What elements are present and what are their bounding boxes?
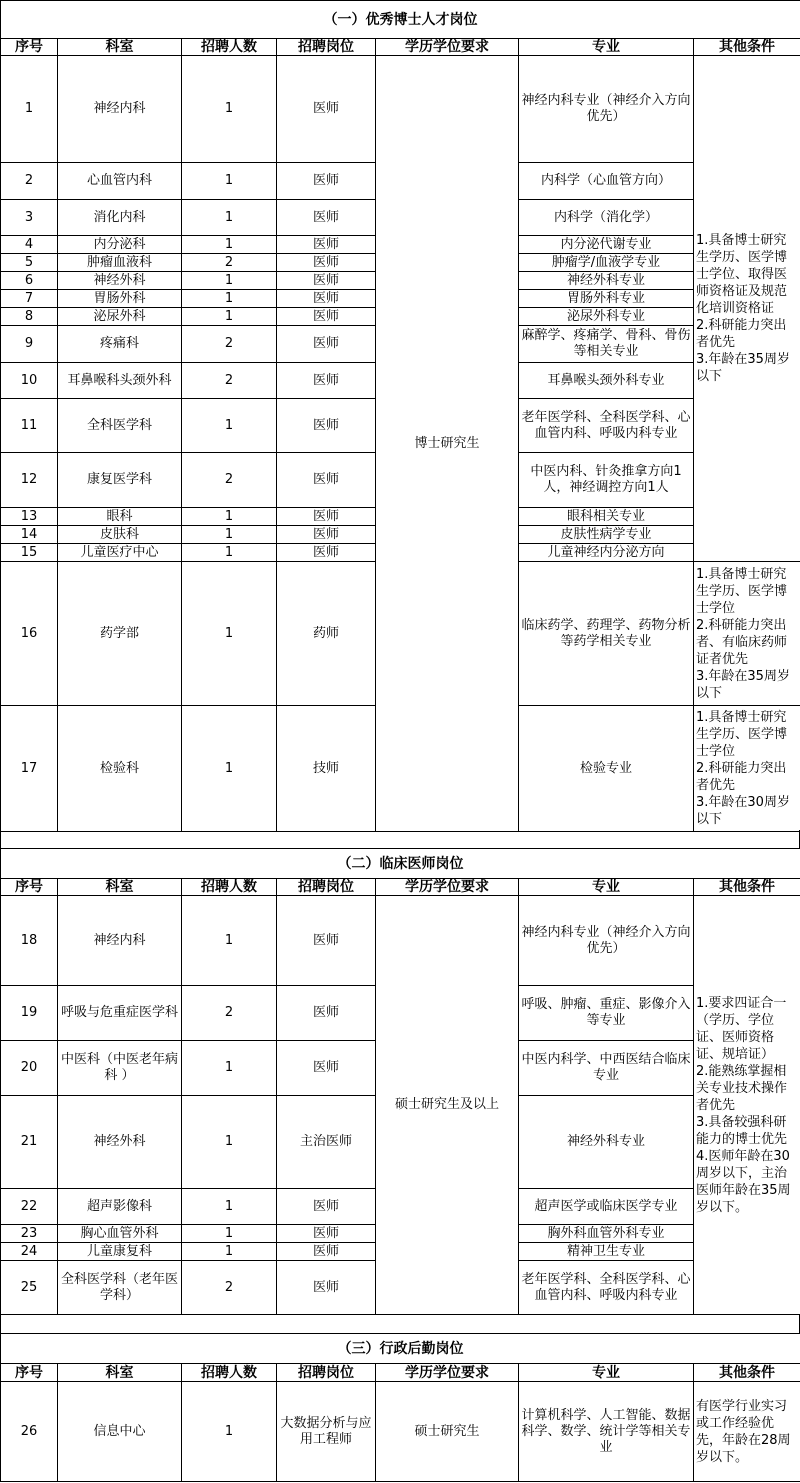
- row-number: 20: [1, 1041, 58, 1096]
- position: 医师: [277, 508, 376, 526]
- column-header: 专业: [519, 1364, 694, 1382]
- row-number: 18: [1, 896, 58, 986]
- column-header: 科室: [58, 1364, 182, 1382]
- row-number: 9: [1, 326, 58, 363]
- headcount: 1: [182, 508, 277, 526]
- department: 神经内科: [58, 56, 182, 163]
- column-header: 招聘人数: [182, 879, 277, 896]
- row-number: 14: [1, 526, 58, 544]
- column-header: 招聘岗位: [277, 1364, 376, 1382]
- department: 检验科: [58, 706, 182, 832]
- position: 医师: [277, 290, 376, 308]
- table-row: [1, 56, 800, 163]
- department: 神经内科: [58, 896, 182, 986]
- position: 医师: [277, 544, 376, 562]
- department: 肿瘤血液科: [58, 254, 182, 272]
- position: 医师: [277, 1189, 376, 1225]
- row-number: 2: [1, 163, 58, 200]
- major: 胃肠外科专业: [519, 290, 694, 308]
- section-title: （一）优秀博士人才岗位: [1, 1, 800, 39]
- headcount: 1: [182, 562, 277, 706]
- row-number: 10: [1, 363, 58, 399]
- column-header: 其他条件: [694, 879, 800, 896]
- headcount: 1: [182, 308, 277, 326]
- column-header: 其他条件: [694, 39, 800, 56]
- headcount: 1: [182, 290, 277, 308]
- major: 神经外科专业: [519, 1096, 694, 1189]
- headcount: 2: [182, 363, 277, 399]
- row-number: 12: [1, 453, 58, 508]
- department: 康复医学科: [58, 453, 182, 508]
- major: 精神卫生专业: [519, 1243, 694, 1261]
- major: 眼科相关专业: [519, 508, 694, 526]
- column-header: 序号: [1, 39, 58, 56]
- column-header: 科室: [58, 879, 182, 896]
- section-spacer: [0, 830, 800, 848]
- department: 呼吸与危重症医学科: [58, 986, 182, 1041]
- major: 皮肤性病学专业: [519, 526, 694, 544]
- headcount: 1: [182, 706, 277, 832]
- headcount: 1: [182, 1041, 277, 1096]
- headcount: 1: [182, 1189, 277, 1225]
- position: 大数据分析与应用工程师: [277, 1382, 376, 1482]
- department: 信息中心: [58, 1382, 182, 1482]
- position: 医师: [277, 1041, 376, 1096]
- major: 呼吸、肿瘤、重症、影像介入等专业: [519, 986, 694, 1041]
- headcount: 1: [182, 399, 277, 453]
- department: 中医科（中医老年病科 ）: [58, 1041, 182, 1096]
- position: 医师: [277, 200, 376, 236]
- row-number: 15: [1, 544, 58, 562]
- other-conditions: 1.具备博士研究生学历、医学博士学位、取得医师资格证及规范化培训资格证 2.科研能力突出者优先 3.年龄在35周岁以下: [694, 56, 800, 562]
- column-header: 序号: [1, 879, 58, 896]
- major: 老年医学科、全科医学科、心血管内科、呼吸内科专业: [519, 1261, 694, 1315]
- column-header: 学历学位要求: [376, 879, 519, 896]
- position: 医师: [277, 326, 376, 363]
- section-title-row: [1, 849, 800, 879]
- position: 医师: [277, 254, 376, 272]
- section-spacer: [0, 1315, 800, 1333]
- department: 全科医学科（老年医学科）: [58, 1261, 182, 1315]
- department: 全科医学科: [58, 399, 182, 453]
- position: 医师: [277, 56, 376, 163]
- major: 肿瘤学/血液学专业: [519, 254, 694, 272]
- column-header: 专业: [519, 879, 694, 896]
- row-number: 8: [1, 308, 58, 326]
- position: 医师: [277, 896, 376, 986]
- major: 超声医学或临床医学专业: [519, 1189, 694, 1225]
- row-number: 7: [1, 290, 58, 308]
- department: 疼痛科: [58, 326, 182, 363]
- major: 检验专业: [519, 706, 694, 832]
- headcount: 1: [182, 1096, 277, 1189]
- department: 心血管内科: [58, 163, 182, 200]
- headcount: 1: [182, 163, 277, 200]
- position: 医师: [277, 453, 376, 508]
- department: 消化内科: [58, 200, 182, 236]
- major: 内科学（心血管方向）: [519, 163, 694, 200]
- position: 药师: [277, 562, 376, 706]
- headcount: 2: [182, 986, 277, 1041]
- department: 药学部: [58, 562, 182, 706]
- row-number: 13: [1, 508, 58, 526]
- department: 儿童康复科: [58, 1243, 182, 1261]
- column-header: 学历学位要求: [376, 39, 519, 56]
- major: 临床药学、药理学、药物分析等药学相关专业: [519, 562, 694, 706]
- table-row: [1, 896, 800, 986]
- department: 神经外科: [58, 272, 182, 290]
- department: 泌尿外科: [58, 308, 182, 326]
- table-row: [1, 1382, 800, 1482]
- column-header: 学历学位要求: [376, 1364, 519, 1382]
- major: 神经内科专业（神经介入方向优先）: [519, 56, 694, 163]
- degree-requirement: 硕士研究生及以上: [376, 896, 519, 1315]
- department: 超声影像科: [58, 1189, 182, 1225]
- row-number: 26: [1, 1382, 58, 1482]
- row-number: 5: [1, 254, 58, 272]
- headcount: 1: [182, 236, 277, 254]
- position: 医师: [277, 363, 376, 399]
- major: 神经外科专业: [519, 272, 694, 290]
- column-header: 招聘岗位: [277, 879, 376, 896]
- row-number: 11: [1, 399, 58, 453]
- header-row: [1, 879, 800, 896]
- other-conditions: 有医学行业实习或工作经验优先，年龄在28周岁以下。: [694, 1382, 800, 1482]
- section-title-row: [1, 1, 800, 39]
- row-number: 17: [1, 706, 58, 832]
- headcount: 2: [182, 254, 277, 272]
- headcount: 1: [182, 56, 277, 163]
- major: 计算机科学、人工智能、数据科学、数学、统计学等相关专业: [519, 1382, 694, 1482]
- major: 内科学（消化学）: [519, 200, 694, 236]
- position: 技师: [277, 706, 376, 832]
- major: 胸外科血管外科专业: [519, 1225, 694, 1243]
- section-table: [0, 1333, 800, 1482]
- column-header: 招聘岗位: [277, 39, 376, 56]
- major: 老年医学科、全科医学科、心血管内科、呼吸内科专业: [519, 399, 694, 453]
- row-number: 21: [1, 1096, 58, 1189]
- department: 皮肤科: [58, 526, 182, 544]
- department: 神经外科: [58, 1096, 182, 1189]
- position: 医师: [277, 1225, 376, 1243]
- row-number: 1: [1, 56, 58, 163]
- position: 医师: [277, 163, 376, 200]
- department: 内分泌科: [58, 236, 182, 254]
- column-header: 科室: [58, 39, 182, 56]
- row-number: 3: [1, 200, 58, 236]
- row-number: 24: [1, 1243, 58, 1261]
- section-title: （三）行政后勤岗位: [1, 1334, 800, 1364]
- row-number: 16: [1, 562, 58, 706]
- section-title: （二）临床医师岗位: [1, 849, 800, 879]
- major: 中医内科学、中西医结合临床专业: [519, 1041, 694, 1096]
- other-conditions: 1.具备博士研究生学历、医学博士学位 2.科研能力突出者优先 3.年龄在30周岁以下: [694, 706, 800, 832]
- column-header: 招聘人数: [182, 39, 277, 56]
- position: 主治医师: [277, 1096, 376, 1189]
- major: 麻醉学、疼痛学、骨科、骨伤等相关专业: [519, 326, 694, 363]
- degree-requirement: 硕士研究生: [376, 1382, 519, 1482]
- department: 胃肠外科: [58, 290, 182, 308]
- major: 神经内科专业（神经介入方向优先）: [519, 896, 694, 986]
- row-number: 19: [1, 986, 58, 1041]
- header-row: [1, 39, 800, 56]
- headcount: 2: [182, 1261, 277, 1315]
- position: 医师: [277, 1243, 376, 1261]
- section-title-row: [1, 1334, 800, 1364]
- department: 眼科: [58, 508, 182, 526]
- other-conditions: 1.具备博士研究生学历、医学博士学位 2.科研能力突出者、有临床药师证者优先 3.年龄在35周岁以下: [694, 562, 800, 706]
- row-number: 23: [1, 1225, 58, 1243]
- major: 儿童神经内分泌方向: [519, 544, 694, 562]
- row-number: 25: [1, 1261, 58, 1315]
- position: 医师: [277, 399, 376, 453]
- major: 中医内科、针灸推拿方向1人，神经调控方向1人: [519, 453, 694, 508]
- degree-requirement: 博士研究生: [376, 56, 519, 832]
- other-conditions: 1.要求四证合一（学历、学位证、医师资格证、规培证） 2.能熟练掌握相关专业技术操作者优先 3.具备较强科研能力的博士优先 4.医师年龄在30周岁以下，主治医师年龄在35周岁以下。: [694, 896, 800, 1315]
- headcount: 1: [182, 544, 277, 562]
- column-header: 专业: [519, 39, 694, 56]
- major: 耳鼻喉头颈外科专业: [519, 363, 694, 399]
- position: 医师: [277, 236, 376, 254]
- row-number: 22: [1, 1189, 58, 1225]
- headcount: 1: [182, 272, 277, 290]
- column-header: 序号: [1, 1364, 58, 1382]
- headcount: 1: [182, 200, 277, 236]
- headcount: 2: [182, 326, 277, 363]
- headcount: 1: [182, 1382, 277, 1482]
- position: 医师: [277, 526, 376, 544]
- department: 胸心血管外科: [58, 1225, 182, 1243]
- section-table: [0, 848, 800, 1315]
- column-header: 其他条件: [694, 1364, 800, 1382]
- position: 医师: [277, 272, 376, 290]
- headcount: 1: [182, 526, 277, 544]
- column-header: 招聘人数: [182, 1364, 277, 1382]
- headcount: 2: [182, 453, 277, 508]
- headcount: 1: [182, 896, 277, 986]
- row-number: 4: [1, 236, 58, 254]
- position: 医师: [277, 986, 376, 1041]
- major: 内分泌代谢专业: [519, 236, 694, 254]
- row-number: 6: [1, 272, 58, 290]
- header-row: [1, 1364, 800, 1382]
- headcount: 1: [182, 1225, 277, 1243]
- position: 医师: [277, 308, 376, 326]
- major: 泌尿外科专业: [519, 308, 694, 326]
- position: 医师: [277, 1261, 376, 1315]
- department: 儿童医疗中心: [58, 544, 182, 562]
- department: 耳鼻喉科头颈外科: [58, 363, 182, 399]
- headcount: 1: [182, 1243, 277, 1261]
